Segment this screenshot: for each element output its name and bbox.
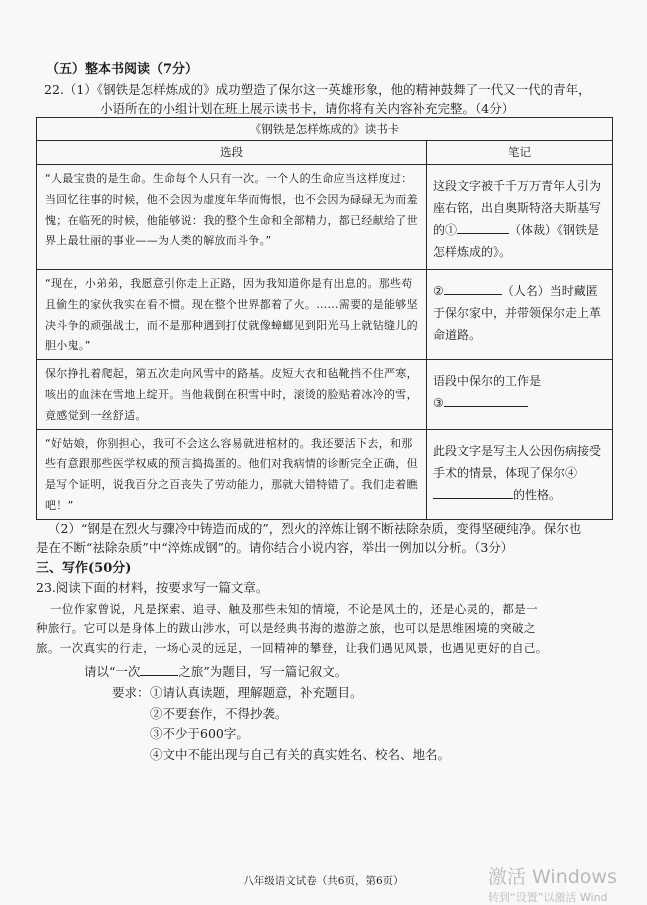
reading-card-title: 《钢铁是怎样炼成的》读书卡 [37,118,613,141]
requirement-item: ①请认真读题，理解题意，补充题目。 [150,685,363,700]
column-header-note: 笔记 [427,141,613,165]
writing-prompt [84,662,347,680]
note-text: （人名）当时藏匿于保尔家中，并带领保尔走上革命道路。 [433,284,602,342]
question-22-line-1: 22.（1）《钢铁是怎样炼成的》成功塑造了保尔这一英雄形象，他的精神鼓舞了一代又一代的青年， [44,82,591,97]
excerpt-cell: “好姑娘，你别担心，我可不会这么容易就进棺材的。我还要活下去，和那些有意跟那些医学权威的预言捣捣蛋的。他们对我病情的诊断完全正确，但是写个证明，说我百分之百丧失了劳动能力，那就大错特错了。我们走着瞧吧！” [37,429,427,519]
note-text: （体裁）《钢铁是怎样炼成的》。 [433,223,600,259]
table-row [37,429,613,519]
section-five-title: （五）整本书阅读（7分） [46,62,199,77]
note-text: 的性格。 [513,487,562,502]
column-header-excerpt: 选段 [37,141,427,165]
note-text: 这段文字被千千万万青年人引为座右铭，出自奥斯特洛夫斯基写的① [433,179,602,237]
note-text: ④ [565,465,578,480]
windows-activation-watermark: 激活 Windows [488,866,617,888]
table-row [37,270,613,360]
requirement-item: ③不少于600字。 [150,726,249,741]
question-22-2-line-1: （2）“钢是在烈火与骤冷中铸造而成的”，烈火的淬炼让钢不断祛除杂质，变得坚硬纯净。保尔也 [48,521,582,536]
answer-blank[interactable] [433,485,513,499]
table-row [37,360,613,429]
reading-card-table [36,117,613,520]
answer-blank[interactable] [444,281,502,295]
note-cell [427,165,613,270]
prompt-text: 请以“一次 [84,664,141,679]
note-cell [427,360,613,429]
table-row [37,165,613,270]
material-line-1: 一位作家曾说，凡是探索、追寻、触及那些未知的情境，不论是风土的，还是心灵的，都是一 [50,602,538,616]
note-text: ② [433,284,444,298]
question-22-line-2: 小语所在的小组计划在班上展示读书卡，请你将有关内容补充完整。（4分） [100,101,515,116]
note-text: ③ [433,396,444,411]
requirement-item: ④文中不能出现与自己有关的真实姓名、校名、地名。 [150,747,451,762]
material-line-3: 旅。一次真实的行走，一场心灵的远足，一回精神的攀登，让我们遇见风景，也遇见更好的自己。 [36,641,548,655]
excerpt-cell: 保尔挣扎着爬起，第五次走向风雪中的路基。皮短大衣和毡靴挡不住严寒，咳出的血沫在雪地上绽开。当他栽倒在积雪中时，滚烫的脸贴着冰冷的雪，竟感觉到一丝舒适。 [37,360,427,429]
requirement-item: ②不要套作，不得抄袭。 [150,706,288,721]
note-text: 此段文字是写主人公因伤病接受手术的情景，体现了保尔 [433,443,602,480]
section-three-title: 三、写作(50分) [36,561,132,576]
note-cell [427,270,613,360]
question-22-2-line-2: 是在不断“祛除杂质”中“淬炼成钢”的。请你结合小说内容，举出一例加以分析。（3分） [36,540,514,555]
title-blank[interactable] [140,662,178,676]
windows-activation-hint: 转到“设置”以激活 Wind [488,891,608,904]
note-cell [427,429,613,519]
excerpt-cell: “人最宝贵的是生命。生命每个人只有一次。一个人的生命应当这样度过：当回忆往事的时候，他不会因为虚度年华而悔恨，也不会因为碌碌无为而羞愧；在临死的时候，他能够说：我的整个生命和全部精力，都已经献给了世界上最壮丽的事业——为人类的解放而斗争。” [37,165,427,270]
material-line-2: 种旅行。它可以是身体上的跋山涉水，可以是经典书海的遨游之旅，也可以是思维困境的突破之 [36,621,536,635]
question-23: 23.阅读下面的材料，按要求写一篇文章。 [36,580,269,595]
excerpt-cell: “现在，小弟弟，我愿意引你走上正路，因为我知道你是有出息的。那些苟且偷生的家伙我实在看不惯。现在整个世界都着了火。……需要的是能够坚决斗争的顽强战士，而不是那种遇到打仗就像蟑螂见到阳光马上就钻缝儿的胆小鬼。” [37,270,427,360]
answer-blank[interactable] [444,393,528,407]
page-footer: 八年级语文试卷（共6页，第6页） [243,875,404,887]
note-text: 语段中保尔的工作是 [433,374,542,389]
prompt-text: 之旅”为题目，写一篇记叙文。 [178,664,348,679]
requirements-label: 要求： [112,685,150,700]
answer-blank[interactable] [457,220,509,234]
